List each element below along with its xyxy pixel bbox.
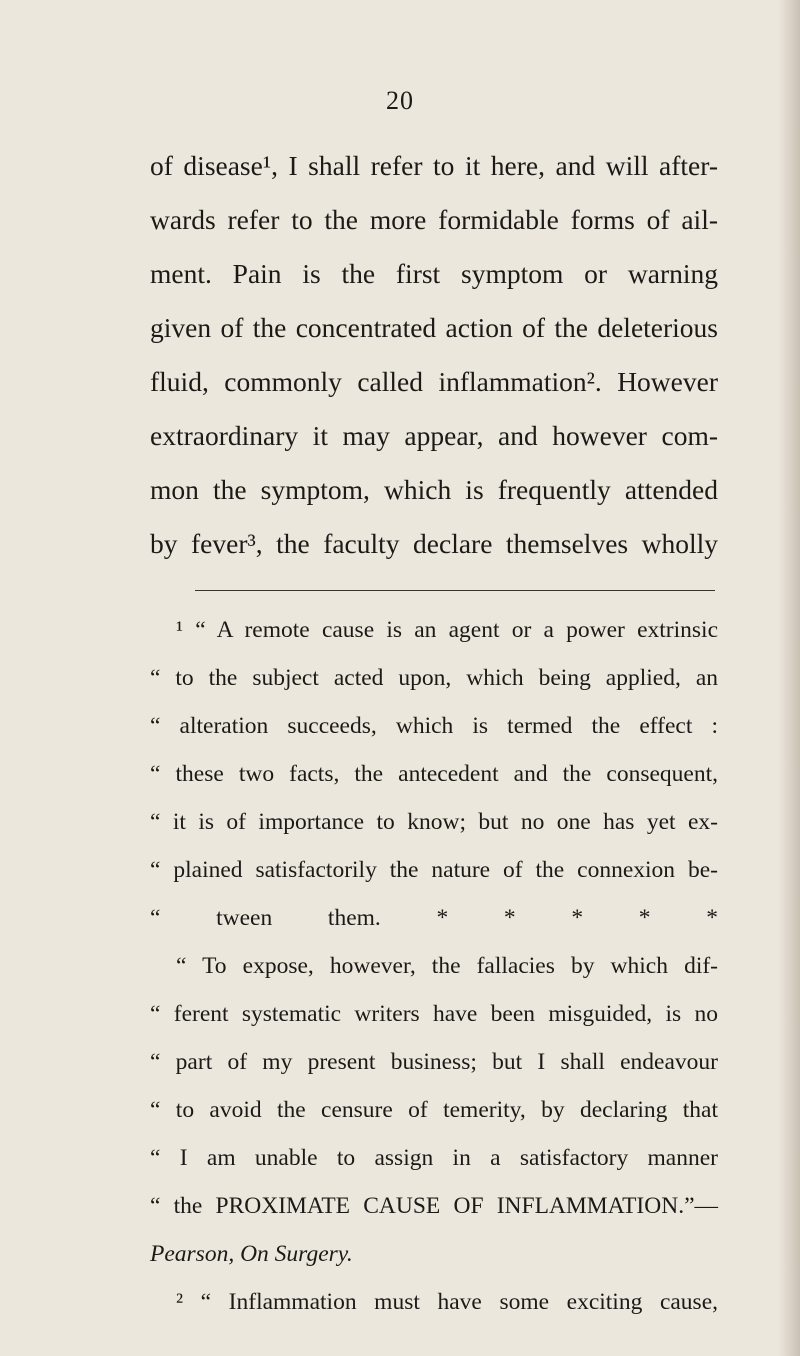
footnote-line: “ to avoid the censure of temerity, by declaring that xyxy=(150,1097,718,1123)
page-number: 20 xyxy=(386,86,414,115)
footnote-line: “ I am unable to assign in a satisfactory manner xyxy=(150,1145,718,1171)
main-text-line: ment. Pain is the first symptom or warning xyxy=(150,258,718,289)
footnote-line: “ these two facts, the antecedent and the consequent, xyxy=(150,761,718,787)
footnote-line: “ to the subject acted upon, which being applied, an xyxy=(150,665,718,691)
footnote-line: “ tween them. * * * * * xyxy=(150,905,718,931)
footnote-line: “ ferent systematic writers have been misguided, is no xyxy=(150,1001,718,1027)
main-text-line: mon the symptom, which is frequently attended xyxy=(150,474,718,505)
footnote-divider xyxy=(195,590,715,591)
footnote-line: “ To expose, however, the fallacies by which dif- xyxy=(176,953,718,979)
footnote-line: “ the PROXIMATE CAUSE OF INFLAMMATION.”— xyxy=(150,1193,718,1219)
footnote-line: “ alteration succeeds, which is termed the effect : xyxy=(150,713,718,739)
main-text-line: fluid, commonly called inflammation². However xyxy=(150,366,718,397)
main-text-line: by fever³, the faculty declare themselves wholly xyxy=(150,528,718,559)
main-text-line: wards refer to the more formidable forms of ail- xyxy=(150,204,718,235)
footnote-line: “ plained satisfactorily the nature of the connexion be- xyxy=(150,857,718,883)
main-text-line: of disease¹, I shall refer to it here, and will after- xyxy=(150,150,718,181)
footnote-line: Pearson, On Surgery. xyxy=(150,1241,353,1267)
main-text-line: extraordinary it may appear, and however com- xyxy=(150,420,718,451)
main-text-line: given of the concentrated action of the deleterious xyxy=(150,312,718,343)
footnote-line: ² “ Inflammation must have some exciting cause, xyxy=(176,1289,718,1315)
footnote-line: “ it is of importance to know; but no one has yet ex- xyxy=(150,809,718,835)
footnote-line: ¹ “ A remote cause is an agent or a power extrinsic xyxy=(176,617,718,643)
page-edge-shadow xyxy=(778,0,800,1356)
footnote-line: “ part of my present business; but I shall endeavour xyxy=(150,1049,718,1075)
